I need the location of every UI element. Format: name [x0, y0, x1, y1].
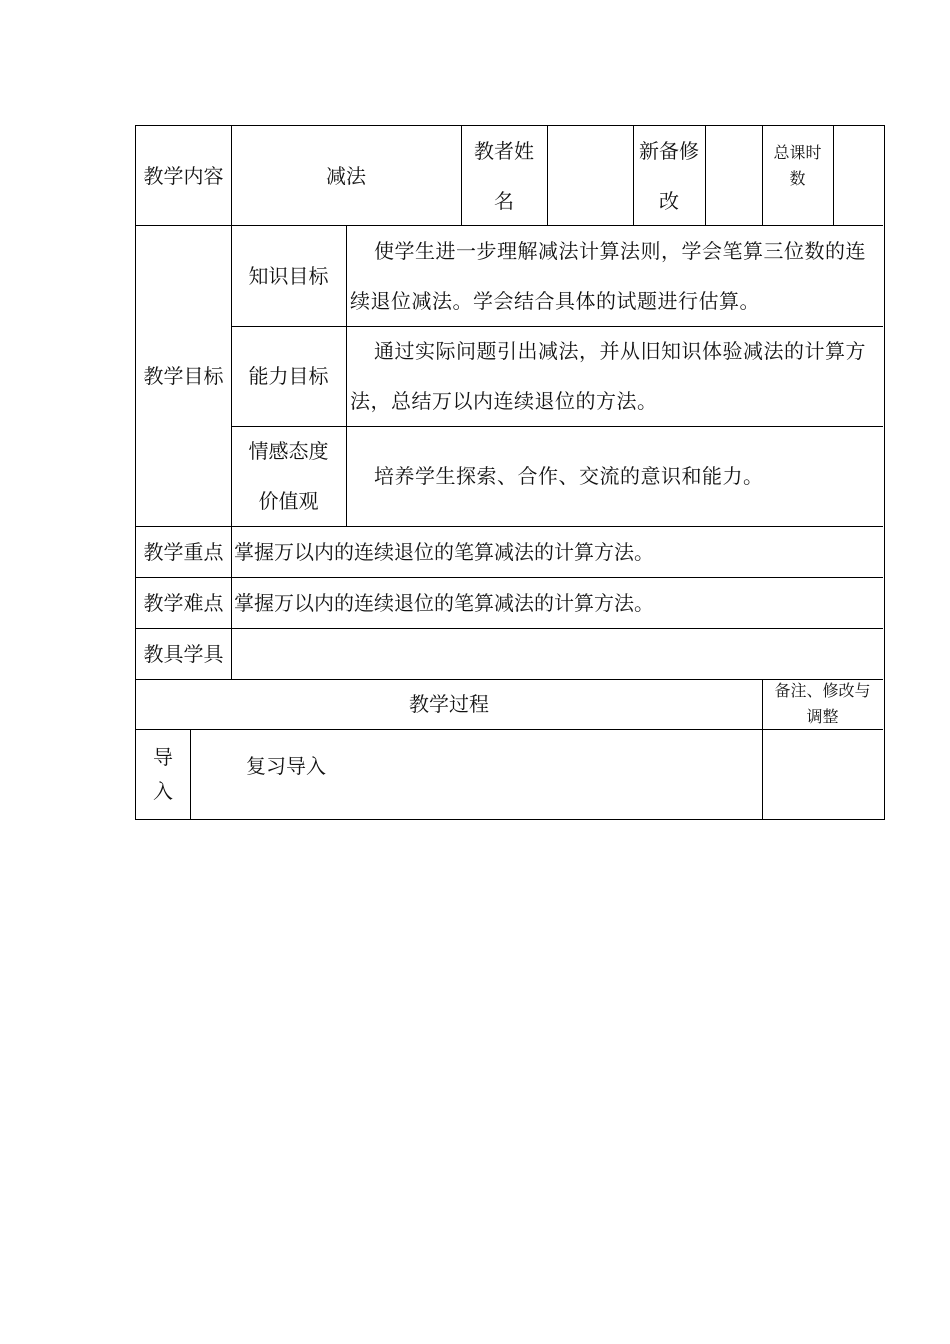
tools-label: 教具学具 [143, 641, 224, 666]
teacher-value [547, 126, 633, 225]
teacher-label: 教者姓名 [474, 138, 534, 213]
objectives-label: 教学目标 [143, 363, 224, 388]
lesson-plan-table [135, 125, 885, 820]
tools-text [231, 628, 883, 679]
key-point-text: 掌握万以内的连续退位的笔算减法的计算方法。 [234, 539, 654, 564]
emotion-text: 培养学生探索、合作、交流的意识和能力。 [374, 464, 764, 488]
intro-label: 导入 [153, 745, 173, 803]
revise-label: 新备修改 [639, 138, 699, 213]
intro-notes [762, 729, 883, 819]
key-point-label: 教学重点 [143, 539, 224, 564]
intro-text: 复习导入 [246, 754, 326, 778]
revise-value [705, 126, 762, 225]
total-lessons-label: 总课时数 [773, 142, 822, 188]
content-label: 教学内容 [143, 163, 224, 188]
knowledge-label: 知识目标 [248, 263, 329, 288]
content-value: 减法 [326, 163, 366, 188]
difficulty-text: 掌握万以内的连续退位的笔算减法的计算方法。 [234, 590, 654, 615]
process-title: 教学过程 [409, 692, 489, 716]
difficulty-label: 教学难点 [143, 590, 224, 615]
notes-label: 备注、修改与调整 [774, 681, 871, 726]
emotion-label: 情感态度价值观 [248, 439, 329, 513]
ability-text: 通过实际问题引出减法，并从旧知识体验减法的计算方法，总结万以内连续退位的方法。 [350, 339, 866, 413]
ability-label: 能力目标 [248, 364, 329, 388]
knowledge-text: 使学生进一步理解减法计算法则，学会笔算三位数的连续退位减法。学会结合具体的试题进行估算。 [350, 238, 866, 313]
total-lessons-value [833, 126, 883, 225]
